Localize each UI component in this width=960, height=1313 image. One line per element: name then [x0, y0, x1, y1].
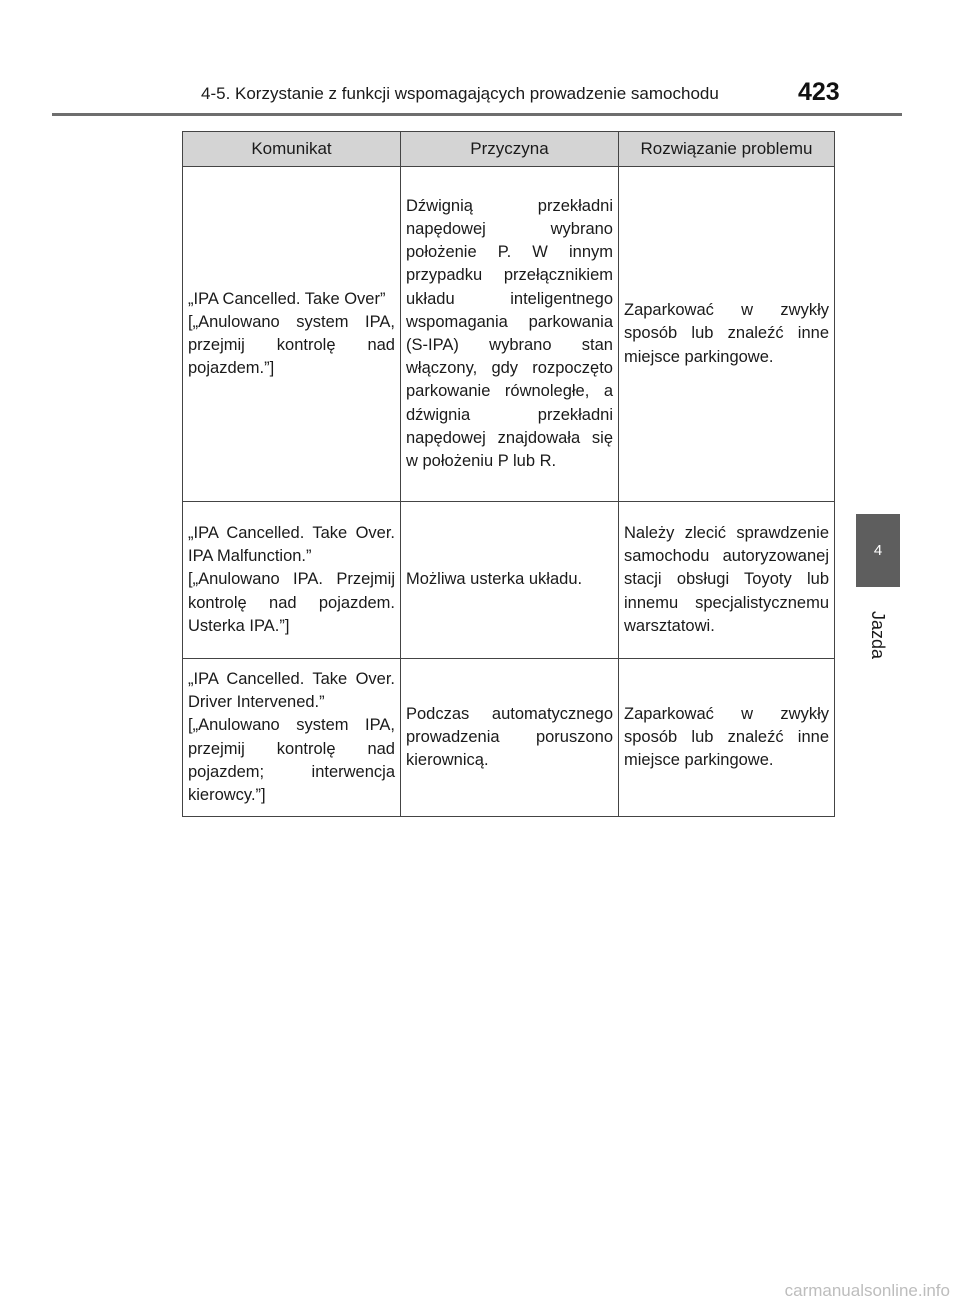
column-header-message: Komunikat — [183, 132, 401, 167]
message-text: „IPA Cancelled. Take Over. Driver Intervened.” — [188, 669, 395, 712]
cause-cell — [401, 659, 619, 817]
cause-text: Podczas automatycznego prowadzenia poruszono kierownicą. — [406, 704, 613, 770]
chapter-tab-label: Jazda — [868, 610, 888, 660]
solution-cell — [619, 167, 835, 502]
message-text: „IPA Cancelled. Take Over” — [188, 289, 386, 308]
solution-text: Należy zlecić sprawdzenie samochodu autoryzowanej stacji obsługi Toyoty lub innemu specjalistycznemu warsztatowi. — [624, 523, 829, 635]
solution-cell — [619, 659, 835, 817]
table-row — [183, 659, 835, 817]
warning-messages-table — [182, 131, 835, 817]
chapter-tab — [856, 514, 900, 587]
table-row — [183, 502, 835, 659]
solution-text: Zaparkować w zwykły sposób lub znaleźć inne miejsce parkingowe. — [624, 301, 829, 366]
message-cell — [183, 502, 401, 659]
column-header-cause: Przyczyna — [401, 132, 619, 167]
footer-watermark: carmanualsonline.info — [784, 1281, 950, 1300]
solution-cell — [619, 502, 835, 659]
message-translation: [„Anulowano system IPA, przejmij kontrolę nad pojazdem; interwencja kierowcy.”] — [188, 716, 395, 804]
solution-text: Zaparkować w zwykły sposób lub znaleźć inne miejsce parkingowe. — [624, 704, 829, 770]
cause-text: Możliwa usterka układu. — [406, 570, 583, 589]
message-cell — [183, 167, 401, 502]
section-title: 4-5. Korzystanie z funkcji wspomagających prowadzenie samochodu — [201, 84, 719, 103]
chapter-tab-number: 4 — [873, 542, 883, 559]
table-header-row — [183, 132, 835, 167]
header-divider — [52, 113, 902, 116]
cause-cell — [401, 502, 619, 659]
table-row — [183, 167, 835, 502]
message-cell — [183, 659, 401, 817]
cause-cell — [401, 167, 619, 502]
message-translation: [„Anulowano system IPA, przejmij kontrolę nad pojazdem.”] — [188, 312, 395, 378]
message-text: „IPA Cancelled. Take Over. IPA Malfunction.” — [188, 523, 395, 566]
message-translation: [„Anulowano IPA. Przejmij kontrolę nad pojazdem. Usterka IPA.”] — [188, 570, 395, 635]
column-header-solution: Rozwiązanie problemu — [619, 132, 835, 167]
cause-text: Dźwignią przekładni napędowej wybrano położenie P. W innym przypadku przełącznikiem układu inteligentnego wspomagania parkowania (S-IPA) wybrano stan włączony, gdy rozpoczęto parkowanie równoległe, a dźwignia przekładni napędowej znajdowała się w położeniu P lub R. — [406, 196, 613, 471]
page-number: 423 — [798, 78, 840, 106]
